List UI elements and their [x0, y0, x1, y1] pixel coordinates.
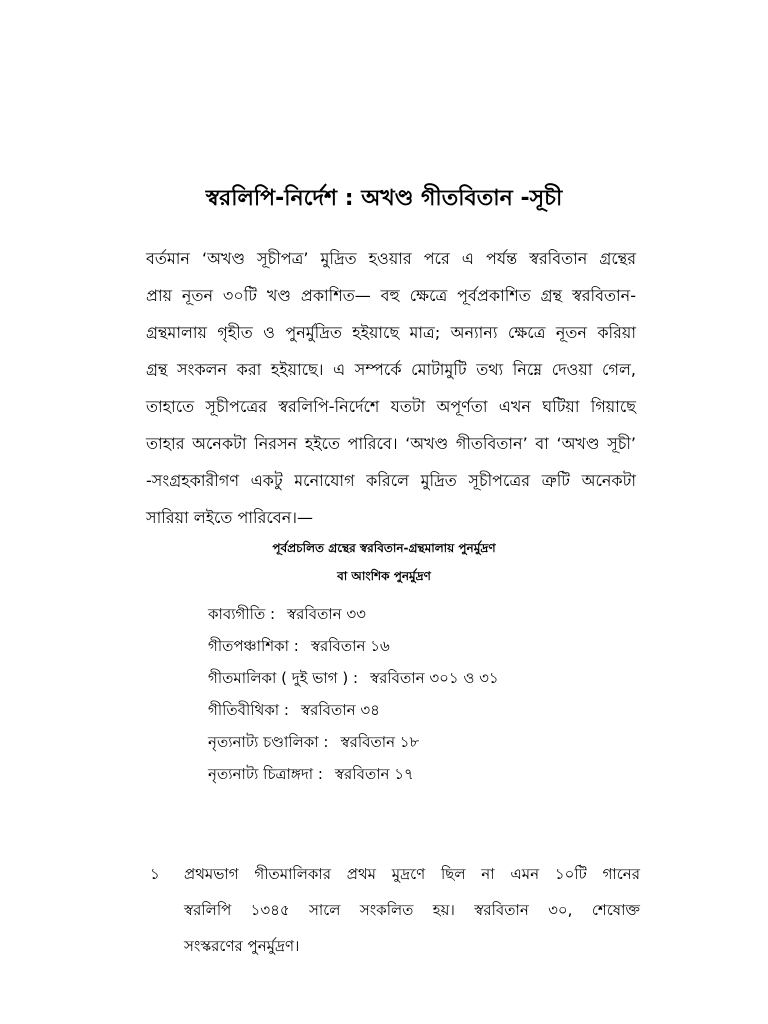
list-item	[208, 598, 499, 630]
section-subheading: পূর্বপ্রচলিত গ্রন্থের স্বরবিতান-গ্রন্থমালায় পুনর্মুদ্রণ	[272, 541, 496, 555]
paragraph-line: প্রায় নূতন ৩০টি খণ্ড প্রকাশিত— বহু ক্ষেত্রে পূর্বপ্রকাশিত গ্রন্থ স্বরবিতান-	[146, 286, 636, 305]
book-volume: স্বরবিতান ৩৩	[287, 605, 366, 623]
book-volume: স্বরবিতান ১৭	[334, 765, 414, 783]
footnote-marker: ১	[150, 865, 160, 883]
list-item	[208, 630, 499, 662]
paragraph-line: বর্তমান ‘অখণ্ড সূচীপত্র’ মুদ্রিত হওয়ার পরে এ পর্যন্ত স্বরবিতান গ্রন্থের	[146, 249, 636, 268]
footnote-line: সংস্করণের পুনর্মুদ্রণ।	[184, 937, 300, 955]
footnote-line: প্রথমভাগ গীতমালিকার প্রথম মুদ্রণে ছিল না এমন ১০টি গানের	[184, 865, 640, 883]
paragraph-line: গ্রন্থমালায় গৃহীত ও পুনর্মুদ্রিত হইয়াছে মাত্র; অন্যান্য ক্ষেত্রে নূতন করিয়া	[146, 323, 636, 342]
list-item	[208, 726, 499, 758]
book-name: গীতপঞ্চাশিকা :	[208, 637, 299, 655]
list-item	[208, 758, 499, 790]
book-volume: স্বরবিতান ১৮	[340, 733, 420, 751]
footnote-text	[184, 856, 640, 964]
book-volume: স্বরবিতান ১৬	[310, 637, 390, 655]
paragraph-line: সারিয়া লইতে পারিবেন।—	[146, 508, 313, 527]
intro-paragraph	[146, 240, 636, 536]
paragraph-line: তাহাতে সূচীপত্রের স্বরলিপি-নির্দেশে যতটা অপূর্ণতা এখন ঘটিয়া গিয়াছে	[146, 397, 636, 416]
book-volume: স্বরবিতান ৩৪	[300, 701, 380, 719]
section-subheading-continued: বা আংশিক পুনর্মুদ্রণ	[337, 569, 431, 583]
footnote-line: স্বরলিপি ১৩৪৫ সালে সংকলিত হয়। স্বরবিতান ৩০, শেষোক্ত	[184, 901, 640, 919]
book-name: কাব্যগীতি :	[208, 605, 276, 623]
book-name: নৃত্যনাট্য চিত্রাঙ্গদা :	[208, 765, 323, 783]
list-item	[208, 694, 499, 726]
book-name: গীতিবীথিকা :	[208, 701, 289, 719]
book-name: গীতমালিকা ( দুই ভাগ ) :	[208, 669, 359, 687]
book-name: নৃত্যনাট্য চণ্ডালিকা :	[208, 733, 329, 751]
list-item	[208, 662, 499, 694]
paragraph-line: তাহার অনেকটা নিরসন হইতে পারিবে। ‘অখণ্ড গীতবিতান’ বা ‘অখণ্ড সূচী’	[146, 434, 636, 453]
paragraph-line: -সংগ্রহকারীগণ একটু মনোযোগ করিলে মুদ্রিত সূচীপত্রের ত্রুটি অনেকটা	[146, 471, 636, 490]
book-list	[208, 598, 499, 790]
page-title: স্বরলিপি-নির্দেশ : অখণ্ড গীতবিতান -সূচী	[205, 186, 563, 211]
book-volume: স্বরবিতান ৩০১ ও ৩১	[370, 669, 499, 687]
paragraph-line: গ্রন্থ সংকলন করা হইয়াছে। এ সম্পর্কে মোটামুটি তথ্য নিম্নে দেওয়া গেল,	[146, 360, 636, 379]
